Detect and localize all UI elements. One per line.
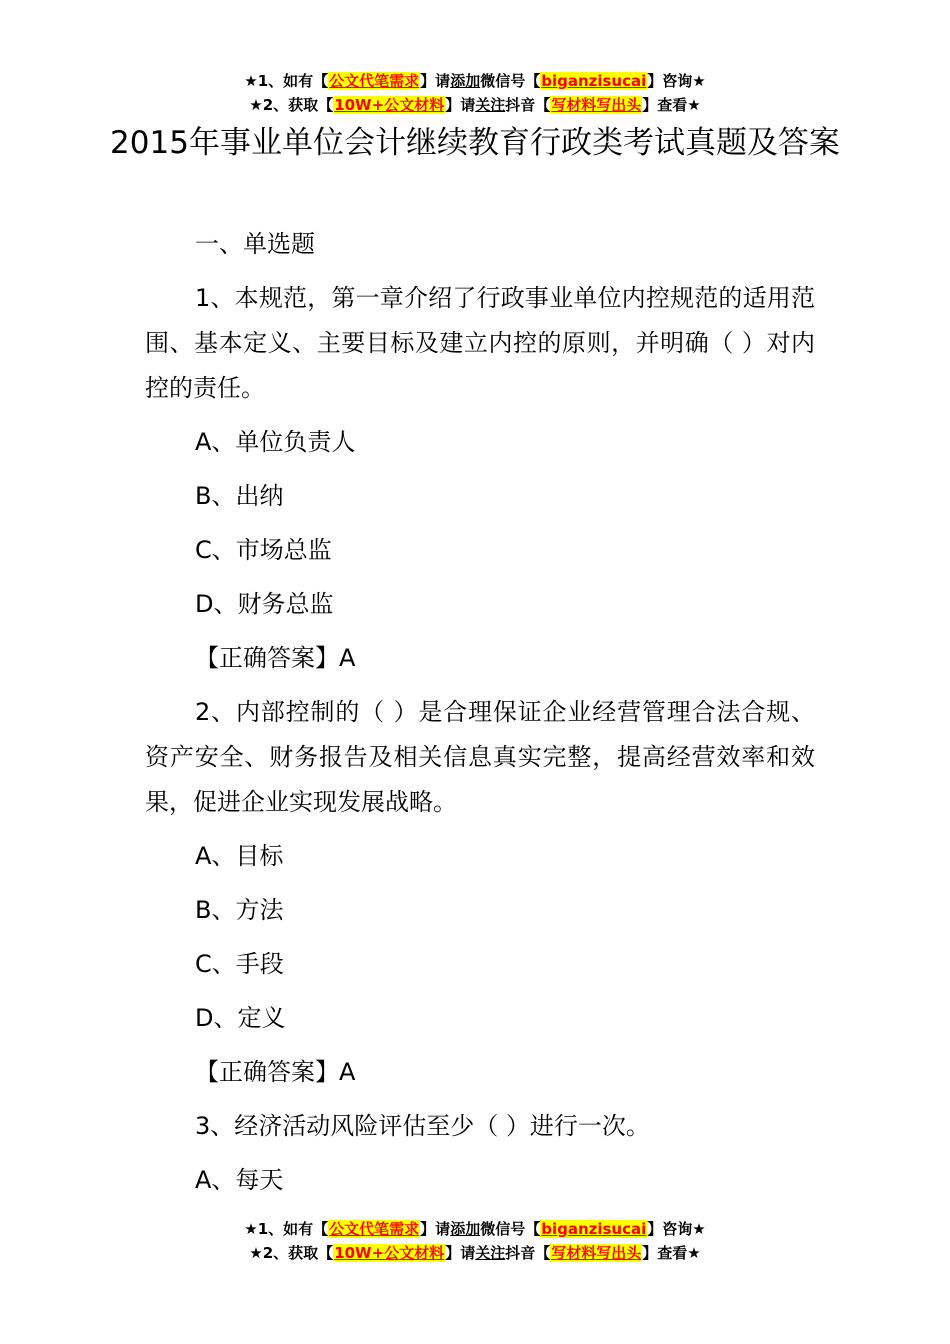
banner-text: 微信号【: [480, 72, 541, 90]
option-item: D、财务总监: [195, 590, 334, 618]
banner-text: 】请: [445, 1244, 476, 1262]
banner-highlight: 公文代笔需求: [329, 72, 420, 90]
option-item: A、每天: [195, 1166, 284, 1194]
document-body: [145, 222, 815, 1212]
banner-highlight: 公文代笔需求: [329, 1220, 420, 1238]
banner-highlight: 10W+公文材料: [334, 96, 445, 114]
banner-text: 】咨询★: [647, 1220, 706, 1238]
banner-highlight: biganzisucai: [541, 72, 647, 90]
banner-text: 】查看★: [642, 1244, 701, 1262]
banner-underlined: 关注: [475, 1244, 506, 1262]
option-item: C、手段: [195, 950, 284, 978]
banner-text: ★2、获取【: [249, 1244, 334, 1262]
banner-line-2: [0, 93, 950, 117]
section-heading: 一、单选题: [195, 230, 315, 258]
banner-highlight: 10W+公文材料: [334, 1244, 445, 1262]
banner-text: 抖音【: [505, 96, 551, 114]
banner-text: ★1、如有【: [244, 72, 329, 90]
banner-highlight: 写材料写出头: [551, 96, 642, 114]
option-item: D、定义: [195, 1004, 286, 1032]
banner-text: 】请: [445, 96, 476, 114]
document-title: 2015年事业单位会计继续教育行政类考试真题及答案: [110, 125, 840, 161]
answer-line: 【正确答案】A: [195, 644, 356, 672]
banner-text: 】查看★: [642, 96, 701, 114]
option-item: C、市场总监: [195, 536, 332, 564]
question-stem: 3、经济活动风险评估至少（ ）进行一次。: [195, 1112, 650, 1140]
answer-line: 【正确答案】A: [195, 1058, 356, 1086]
banner-text: ★1、如有【: [244, 1220, 329, 1238]
banner-text: 】咨询★: [647, 72, 706, 90]
banner-text: 】请: [420, 72, 451, 90]
banner-line-1: [0, 1217, 950, 1241]
banner-text: 】请: [420, 1220, 451, 1238]
banner-highlight: biganzisucai: [541, 1220, 647, 1238]
banner-highlight: 写材料写出头: [551, 1244, 642, 1262]
question-stem: 1、本规范，第一章介绍了行政事业单位内控规范的适用范围、基本定义、主要目标及建立内控的原则，并明确（ ）对内控的责任。: [145, 284, 815, 402]
option-item: B、方法: [195, 896, 284, 924]
banner-line-2: [0, 1241, 950, 1265]
option-item: A、目标: [195, 842, 284, 870]
banner-underlined: 关注: [475, 96, 506, 114]
banner-text: ★2、获取【: [249, 96, 334, 114]
bottom-banner: [0, 1217, 950, 1265]
top-banner: [0, 69, 950, 117]
banner-underlined: 添加: [450, 72, 481, 90]
question-stem: 2、内部控制的（ ）是合理保证企业经营管理合法合规、资产安全、财务报告及相关信息真实完整，提高经营效率和效果，促进企业实现发展战略。: [145, 698, 815, 816]
banner-text: 抖音【: [505, 1244, 551, 1262]
banner-text: 微信号【: [480, 1220, 541, 1238]
banner-underlined: 添加: [450, 1220, 481, 1238]
option-item: B、出纳: [195, 482, 284, 510]
option-item: A、单位负责人: [195, 428, 356, 456]
banner-line-1: [0, 69, 950, 93]
